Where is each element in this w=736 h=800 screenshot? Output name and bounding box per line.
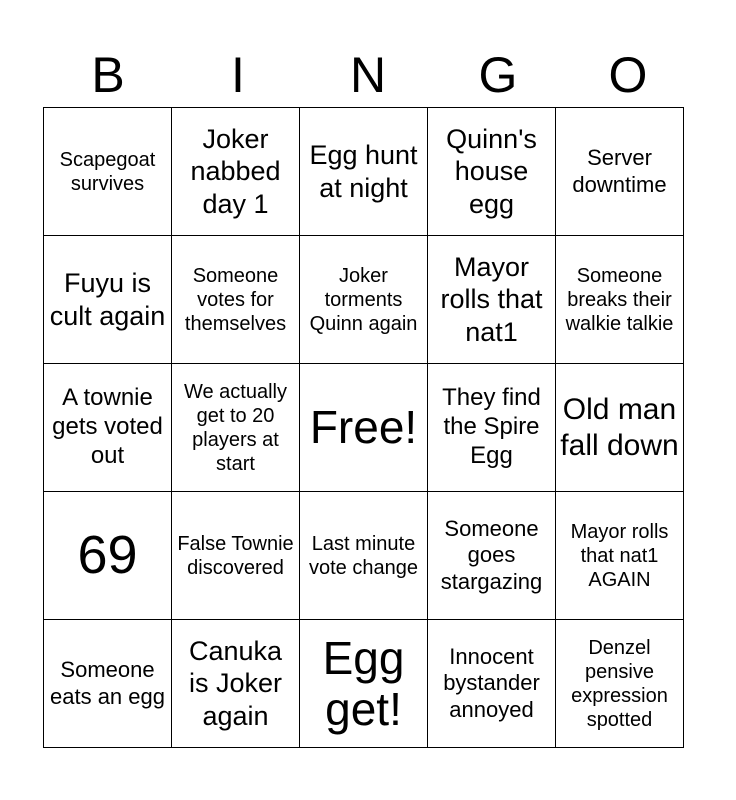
bingo-cell[interactable]: They find the Spire Egg: [428, 364, 556, 492]
bingo-cell[interactable]: Quinn's house egg: [428, 108, 556, 236]
bingo-row: [44, 492, 684, 620]
bingo-cell-free[interactable]: Free!: [300, 364, 428, 492]
bingo-cell[interactable]: Old man fall down: [556, 364, 684, 492]
bingo-cell[interactable]: Someone breaks their walkie talkie: [556, 236, 684, 364]
bingo-grid: [43, 107, 684, 748]
bingo-cell[interactable]: Joker nabbed day 1: [172, 108, 300, 236]
bingo-cell[interactable]: Someone eats an egg: [44, 620, 172, 748]
bingo-cell[interactable]: Someone votes for themselves: [172, 236, 300, 364]
bingo-cell[interactable]: 69: [44, 492, 172, 620]
bingo-cell[interactable]: Mayor rolls that nat1: [428, 236, 556, 364]
bingo-cell[interactable]: Fuyu is cult again: [44, 236, 172, 364]
bingo-row: [44, 364, 684, 492]
header-letter-g: G: [478, 47, 518, 103]
bingo-cell[interactable]: Someone goes stargazing: [428, 492, 556, 620]
header-letter-b: B: [91, 47, 125, 103]
bingo-cell[interactable]: Canuka is Joker again: [172, 620, 300, 748]
bingo-cell[interactable]: Last minute vote change: [300, 492, 428, 620]
bingo-cell[interactable]: False Townie discovered: [172, 492, 300, 620]
bingo-cell[interactable]: A townie gets voted out: [44, 364, 172, 492]
bingo-cell[interactable]: Innocent bystander annoyed: [428, 620, 556, 748]
header-letter-n: N: [349, 47, 387, 103]
bingo-row: [44, 108, 684, 236]
bingo-cell[interactable]: Scapegoat survives: [44, 108, 172, 236]
header-letter-o: O: [608, 47, 648, 103]
bingo-header: [43, 44, 693, 106]
bingo-cell[interactable]: Egg get!: [300, 620, 428, 748]
bingo-cell[interactable]: Denzel pensive expression spotted: [556, 620, 684, 748]
bingo-cell[interactable]: Egg hunt at night: [300, 108, 428, 236]
bingo-cell[interactable]: Mayor rolls that nat1 AGAIN: [556, 492, 684, 620]
bingo-row: [44, 620, 684, 748]
bingo-cell[interactable]: Joker torments Quinn again: [300, 236, 428, 364]
bingo-cell[interactable]: We actually get to 20 players at start: [172, 364, 300, 492]
header-letter-i: I: [231, 47, 245, 103]
bingo-row: [44, 236, 684, 364]
bingo-cell[interactable]: Server downtime: [556, 108, 684, 236]
